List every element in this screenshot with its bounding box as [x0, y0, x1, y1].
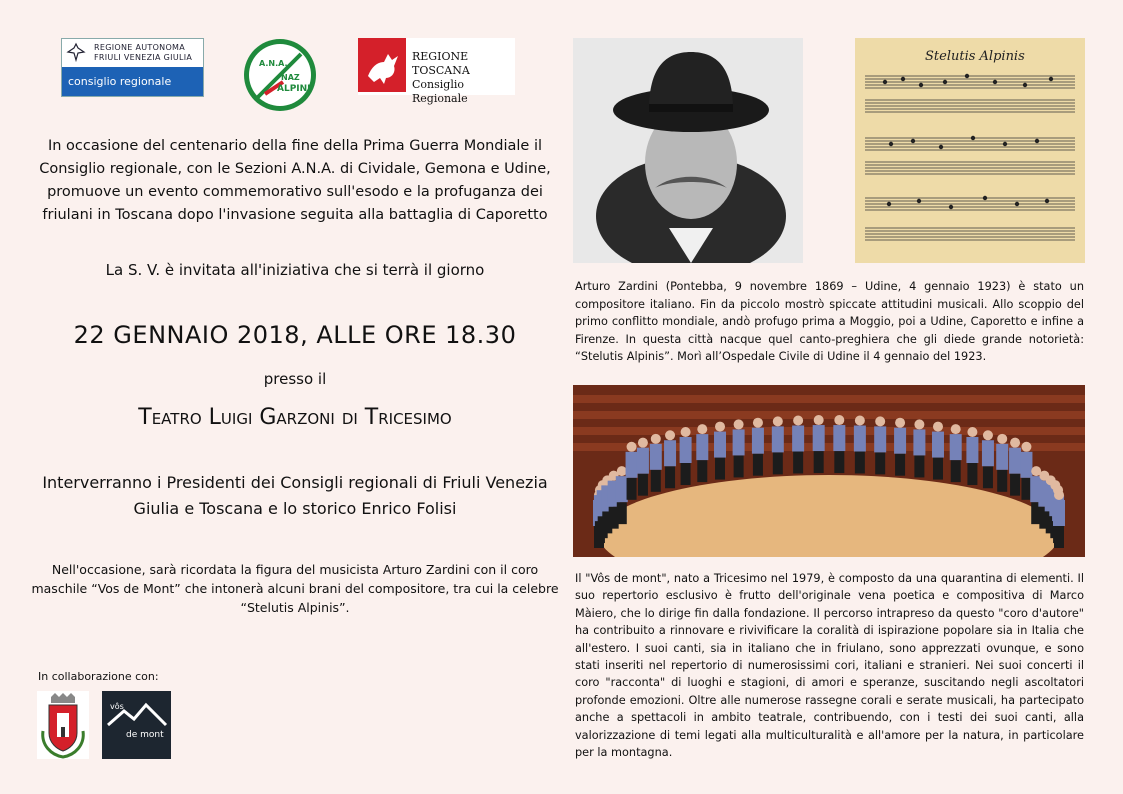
fvg-consiglio-logo: [61, 38, 204, 97]
vos-logo-text: vôs: [110, 702, 124, 711]
choir-singer: [982, 440, 994, 466]
choir-singer-head: [834, 415, 844, 425]
choir-singer: [664, 440, 676, 466]
choir-photo: [573, 385, 1085, 557]
toscana-line2: Consiglio Regionale: [412, 78, 468, 105]
choir-singer-legs: [814, 451, 824, 473]
choir-singer-legs: [638, 474, 648, 496]
choir-singer-legs: [651, 470, 661, 492]
choir-singer-head: [1010, 438, 1020, 448]
choir-singer-head: [793, 415, 803, 425]
ana-top-text: A.N.A.: [259, 59, 288, 68]
choir-singer-head: [1021, 442, 1031, 452]
choir-singer: [792, 425, 804, 451]
choir-singer-legs: [1054, 526, 1064, 548]
choir-singer-legs: [627, 478, 637, 500]
choir-singer-legs: [753, 454, 763, 476]
choir-singer-legs: [967, 463, 977, 485]
choir-singer-head: [951, 424, 961, 434]
pegasus-icon: [358, 38, 410, 95]
choir-singer-head: [627, 442, 637, 452]
choir-singer: [894, 428, 906, 454]
choir-singer: [1053, 500, 1065, 526]
vos-de-mont-logo: [102, 691, 171, 759]
choir-singer-legs: [697, 460, 707, 482]
ana-alpini-text: ALPINI: [277, 84, 311, 94]
ana-alpini-logo: [243, 38, 317, 112]
choir-singer-legs: [681, 463, 691, 485]
invite-line: La S. V. è invitata all'iniziativa che si terrà il giorno: [105, 261, 485, 279]
de-mont-logo-text: de mont: [126, 730, 164, 740]
speakers-paragraph: Interverranno i Presidenti dei Consigli regionali di Friuli Venezia Giulia e Toscana e lo storico Enrico Folisi: [42, 473, 548, 518]
choir-singer-legs: [855, 451, 865, 473]
choir-singer-legs: [834, 451, 844, 473]
score-title: Stelutis Alpinis: [925, 49, 1025, 64]
intro-paragraph: In occasione del centenario della fine della Prima Guerra Mondiale il Consiglio regionale, con le Sezioni A.N.A. di Cividale, Gemona e Udine, promuove un evento commemorativo sull'esodo e la profuganza dei friulani in Toscana dopo l'invasione seguita alla battaglia di Caporetto: [39, 138, 551, 223]
choir-singer-head: [933, 422, 943, 432]
choir-singer-legs: [875, 452, 885, 474]
choir-singer-legs: [951, 460, 961, 482]
fvg-line1: REGIONE AUTONOMA: [94, 43, 186, 52]
choir-singer-head: [914, 419, 924, 429]
choir-singer-head: [967, 427, 977, 437]
choir-singer: [650, 444, 662, 470]
choir-singer: [772, 426, 784, 452]
choir-singer: [996, 444, 1008, 470]
choir-singer-legs: [617, 502, 627, 524]
choir-singer-head: [715, 422, 725, 432]
choir-singer-legs: [933, 458, 943, 480]
choir-singer: [680, 437, 692, 463]
choir-singer-legs: [1010, 474, 1020, 496]
choir-singer-head: [681, 427, 691, 437]
choir-singer: [752, 428, 764, 454]
event-date: 22 GENNAIO 2018, ALLE ORE 18.30: [73, 321, 517, 349]
choir-singer-head: [855, 415, 865, 425]
choir-singer: [874, 426, 886, 452]
collaboration-label: In collaborazione con:: [38, 670, 159, 683]
choir-singer: [966, 437, 978, 463]
choir-singer-head: [665, 430, 675, 440]
choir-singer-head: [997, 434, 1007, 444]
zardini-biography: Arturo Zardini (Pontebba, 9 novembre 1869 – Udine, 4 gennaio 1923) è stato un compositore italiano. Fin da piccolo mostrò spiccate attitudini musicali. Allo scoppio del primo conflitto mondiale, andò profugo prima a Moggio, poi a Udine, Caporetto e infine a Firenze. In questa città nacque quel canto-preghiera che gli diede grande notorietà: “Stelutis Alpinis”. Morì all’Ospedale Civile di Udine il 4 gennaio del 1923.: [575, 280, 1084, 363]
choir-singer-legs: [715, 458, 725, 480]
choir-singer-head: [773, 416, 783, 426]
choir-singer-head: [875, 416, 885, 426]
choir-singer: [813, 425, 825, 451]
choir-singer-legs: [914, 455, 924, 477]
stelutis-alpinis-score: [855, 38, 1085, 263]
choir-singer: [626, 452, 638, 478]
ana-naz-text: NAZ: [281, 73, 300, 82]
choir-singer: [616, 476, 628, 502]
choir-singer: [733, 429, 745, 455]
choir-singer: [1020, 452, 1032, 478]
choir-singer-head: [1054, 490, 1064, 500]
fvg-bar-label: consiglio regionale: [62, 67, 203, 96]
choir-singer-head: [638, 438, 648, 448]
choir-singer-legs: [983, 466, 993, 488]
choir-singer-legs: [665, 466, 675, 488]
eagle-icon: [66, 42, 86, 62]
choir-singer-head: [895, 418, 905, 428]
choir-singer: [833, 425, 845, 451]
choir-singer-legs: [793, 451, 803, 473]
choir-singer-legs: [997, 470, 1007, 492]
choir-singer: [932, 432, 944, 458]
choir-singer-head: [734, 419, 744, 429]
choir-singer-head: [617, 466, 627, 476]
choir-singer: [696, 434, 708, 460]
choir-singer-head: [753, 418, 763, 428]
theatre-name: Teatro Luigi Garzoni di Tricesimo: [138, 405, 452, 430]
choir-singer: [714, 432, 726, 458]
tricesimo-coat-of-arms: [37, 691, 89, 759]
choir-singer-head: [983, 430, 993, 440]
choir-singer-head: [697, 424, 707, 434]
choir-singer: [637, 448, 649, 474]
choir-singer: [950, 434, 962, 460]
choir-singer: [854, 425, 866, 451]
fvg-line2: FRIULI VENEZIA GIULIA: [94, 53, 193, 62]
choir-singer-legs: [734, 455, 744, 477]
toscana-line1: REGIONE TOSCANA: [412, 50, 470, 77]
choir-singer-head: [651, 434, 661, 444]
choir-singer: [913, 429, 925, 455]
choir-singer-legs: [773, 452, 783, 474]
toscana-consiglio-logo: [358, 38, 515, 105]
occasion-paragraph: Nell'occasione, sarà ricordata la figura del musicista Arturo Zardini con il coro maschile “Vos de Mont” che intonerà alcuni brani del compositore, tra cui la celebre “Stelutis Alpinis”.: [31, 562, 559, 615]
choir-singer-legs: [1021, 478, 1031, 500]
arturo-zardini-portrait: [573, 38, 803, 263]
vos-de-mont-description: Il "Vôs de mont", nato a Tricesimo nel 1979, è composto da una quarantina di elementi. Il suo repertorio esclusivo è frutto dell'originale vena poetica e compositiva di Marco Màiero, che lo dirige fin dalla fondazione. Il percorso intrapreso da questo "coro d'autore" ha contribuito a rinnovare e rivivificare la coralità di ispirazione popolare sia in Italia che all'estero. I suoi canti, sia in italiano che in friulano, sono apprezzati ovunque, e sono stati inseriti nel repertorio di numerosissimi cori, italiani e stranieri. Nei suoi concerti il coro "racconta" di luoghi e stagioni, di amori e speranze, suscitando negli ascoltatori profonde emozioni. Oltre alle numerose rassegne corali e serate musicali, ha partecipato anche a spettacoli in ambito teatrale, contribuendo, con i testi dei suoi canti, alla valorizzazione di temi legati alla multiculturalità e all'amore per la natura, in particolare per la montagna.: [575, 572, 1084, 760]
choir-singer-head: [814, 415, 824, 425]
presso-line: presso il: [263, 370, 327, 388]
choir-singer-legs: [895, 454, 905, 476]
choir-singer: [1009, 448, 1021, 474]
